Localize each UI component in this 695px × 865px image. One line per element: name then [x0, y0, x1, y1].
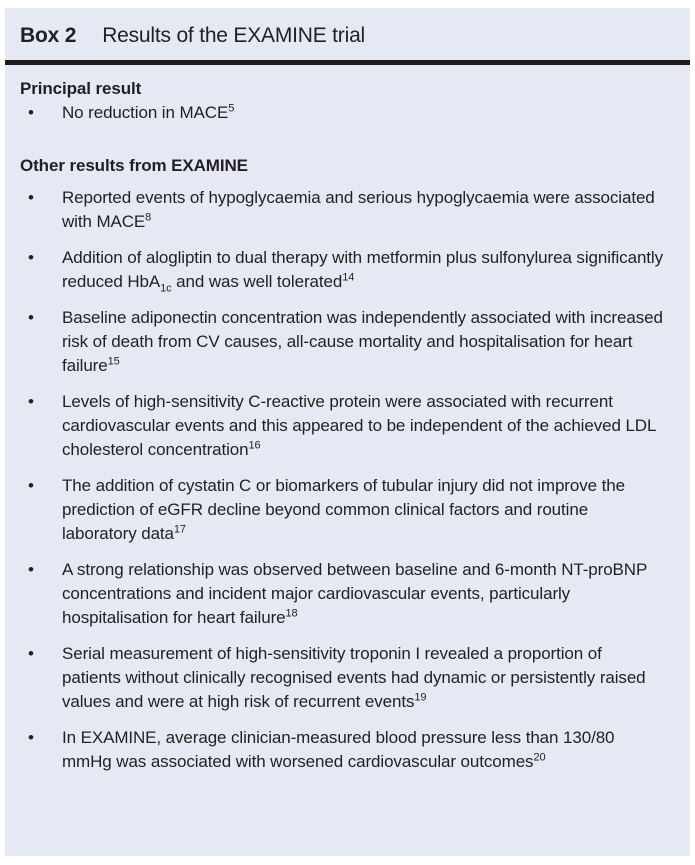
box-title: Results of the EXAMINE trial: [102, 24, 366, 47]
bullet-text: Serial measurement of high-sensitivity troponin I revealed a proportion of patients without clinically recognised events had dynamic or persistently raised values and were at high risk of recurrent events: [62, 644, 646, 711]
list-item: [20, 101, 665, 125]
bullet-icon: •: [28, 560, 34, 579]
bullet-icon: •: [28, 476, 34, 495]
list-item: [20, 642, 665, 714]
bullet-text: Levels of high-sensitivity C-reactive protein were associated with recurrent cardiovascular events and this appeared to be independent of the achieved LDL cholesterol concentration: [62, 392, 656, 459]
subscript-text: 1c: [160, 282, 172, 295]
reference-superscript: 19: [414, 691, 427, 704]
box-label: Box 2: [20, 24, 77, 47]
box-2-panel: [5, 8, 690, 856]
reference-superscript: 14: [342, 271, 355, 284]
reference-superscript: 18: [285, 607, 298, 620]
bullet-icon: •: [28, 103, 34, 122]
bullet-text: In EXAMINE, average clinician-measured blood pressure less than 130/80 mmHg was associated with worsened cardiovascular outcomes: [62, 728, 615, 771]
list-item: [20, 306, 665, 378]
bullet-text: Reported events of hypoglycaemia and serious hypoglycaemia were associated with MACE: [62, 188, 655, 231]
list-item: [20, 726, 665, 774]
bullet-text: Addition of alogliptin to dual therapy with metformin plus sulfonylurea significantly reduced HbA: [62, 248, 663, 291]
reference-superscript: 15: [107, 355, 120, 368]
other-results-list: [20, 186, 665, 774]
list-item: [20, 186, 665, 234]
bullet-icon: •: [28, 392, 34, 411]
list-item: [20, 558, 665, 630]
reference-superscript: 17: [173, 523, 186, 536]
principal-result-list: [20, 101, 665, 125]
reference-superscript: 16: [248, 439, 261, 452]
reference-superscript: 5: [228, 102, 235, 115]
reference-superscript: 20: [533, 751, 546, 764]
bullet-text-cont: and was well tolerated: [171, 272, 343, 291]
list-item: [20, 390, 665, 462]
list-item: [20, 246, 665, 294]
box-header: [5, 8, 690, 60]
bullet-icon: •: [28, 188, 34, 207]
principal-result-heading: Principal result: [20, 79, 142, 98]
bullet-icon: •: [28, 308, 34, 327]
bullet-text: Baseline adiponectin concentration was independently associated with increased risk of death from CV causes, all-cause mortality and hospitalisation for heart failure: [62, 308, 663, 375]
box-body: [5, 65, 690, 774]
bullet-text: A strong relationship was observed between baseline and 6-month NT-proBNP concentrations and incident major cardiovascular events, particularly hospitalisation for heart failure: [62, 560, 647, 627]
bullet-text: The addition of cystatin C or biomarkers of tubular injury did not improve the prediction of eGFR decline beyond common clinical factors and routine laboratory data: [62, 476, 625, 543]
list-item: [20, 474, 665, 546]
bullet-text: No reduction in MACE: [62, 103, 229, 122]
bullet-icon: •: [28, 644, 34, 663]
reference-superscript: 8: [145, 211, 152, 224]
bullet-icon: •: [28, 728, 34, 747]
other-results-heading: Other results from EXAMINE: [20, 156, 248, 175]
bullet-icon: •: [28, 248, 34, 267]
